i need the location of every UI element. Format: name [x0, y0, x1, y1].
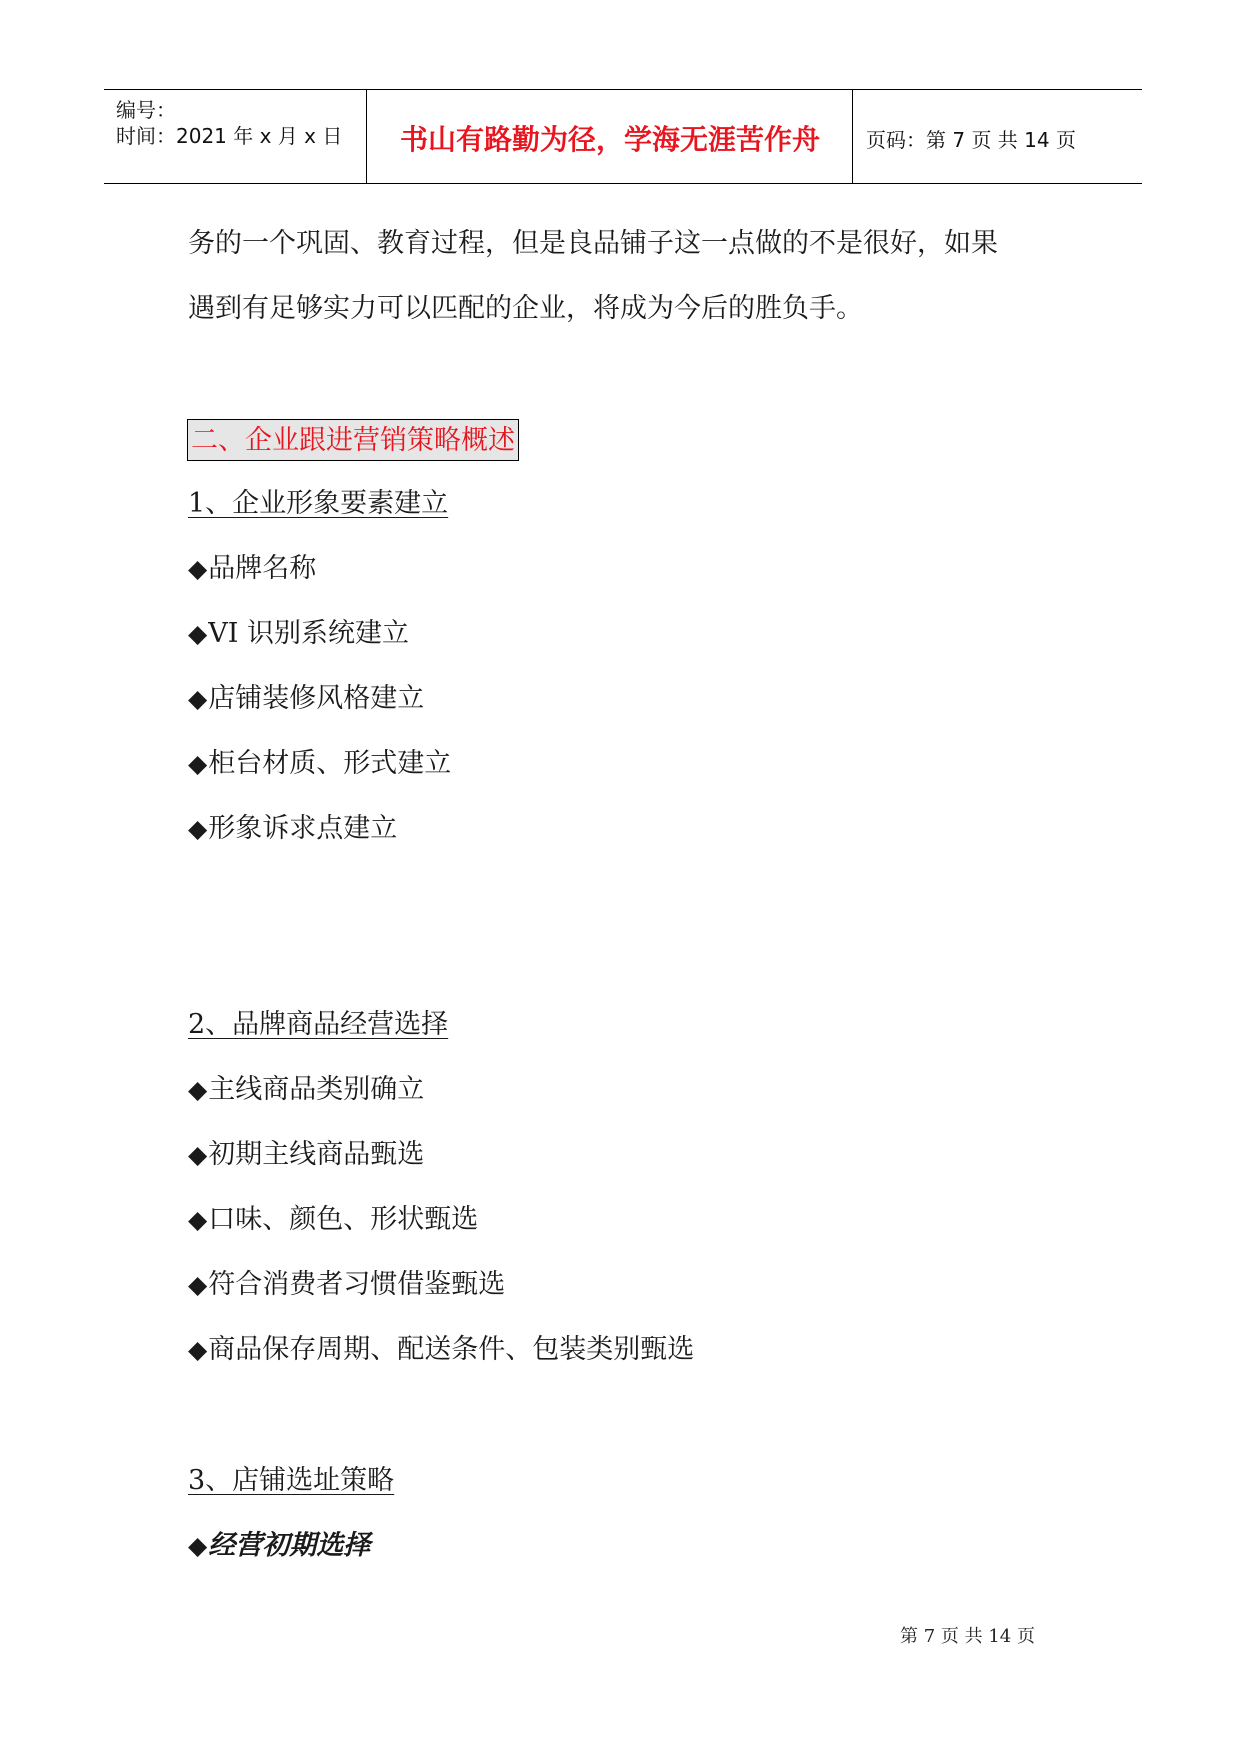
- list-item-label: VI 识别系统建立: [208, 618, 409, 649]
- subsection-title: 3、店铺选址策略: [188, 1465, 395, 1496]
- header-motto-cell: [368, 90, 853, 183]
- document-number-label: 编号：: [116, 98, 176, 122]
- header-motto: 书山有路勤为径，学海无涯苦作舟: [399, 123, 820, 156]
- list-item-label: 店铺装修风格建立: [208, 683, 425, 714]
- document-time-label: 时间：2021 年 x 月 x 日: [116, 124, 343, 148]
- list-item-label: 口味、颜色、形状甄选: [208, 1204, 479, 1235]
- bullet-diamond-icon: ◆: [188, 1335, 208, 1364]
- list-item: [188, 681, 424, 717]
- list-item: [188, 616, 409, 652]
- list-item: [188, 746, 451, 782]
- bullet-diamond-icon: ◆: [188, 1205, 208, 1234]
- list-item-label: 商品保存周期、配送条件、包装类别甄选: [208, 1334, 695, 1365]
- list-item: [188, 1137, 424, 1173]
- bullet-diamond-icon: ◆: [188, 619, 208, 648]
- page-footer: 第 7 页 共 14 页: [900, 1626, 1035, 1647]
- list-item: [188, 811, 397, 847]
- list-item-label: 柜台材质、形式建立: [208, 748, 452, 779]
- list-item-label: 品牌名称: [208, 553, 317, 584]
- list-item-label: 初期主线商品甄选: [208, 1139, 425, 1170]
- subsection-title: 2、品牌商品经营选择: [188, 1009, 449, 1040]
- bullet-diamond-icon: ◆: [188, 1075, 208, 1104]
- subsection-heading-label: 经营初期选择: [208, 1530, 371, 1561]
- section-title: 二、企业跟进营销策略概述: [187, 419, 519, 461]
- bullet-diamond-icon: ◆: [188, 814, 208, 843]
- list-item-label: 形象诉求点建立: [208, 813, 398, 844]
- subsection-title: 1、企业形象要素建立: [188, 488, 449, 519]
- paragraph-line: 遇到有足够实力可以匹配的企业，将成为今后的胜负手。: [188, 293, 863, 324]
- header-meta-cell: [104, 90, 367, 183]
- list-item: [188, 1267, 505, 1303]
- bullet-diamond-icon: ◆: [188, 684, 208, 713]
- bullet-diamond-icon: ◆: [188, 1270, 208, 1299]
- list-item: [188, 1072, 424, 1108]
- list-item: [188, 551, 316, 587]
- header-page-code: 页码：第 7 页 共 14 页: [866, 128, 1076, 152]
- list-item-label: 主线商品类别确立: [208, 1074, 425, 1105]
- list-item-label: 符合消费者习惯借鉴甄选: [208, 1269, 506, 1300]
- page-header: [104, 89, 1142, 184]
- bullet-diamond-icon: ◆: [188, 1140, 208, 1169]
- bullet-diamond-icon: ◆: [188, 554, 208, 583]
- header-page-cell: [854, 90, 1142, 183]
- list-item: [188, 1332, 694, 1368]
- subsection-heading: [188, 1528, 370, 1564]
- bullet-diamond-icon: ◆: [188, 1531, 208, 1560]
- list-item: [188, 1202, 478, 1238]
- bullet-diamond-icon: ◆: [188, 749, 208, 778]
- paragraph-line: 务的一个巩固、教育过程，但是良品铺子这一点做的不是很好，如果: [188, 228, 998, 259]
